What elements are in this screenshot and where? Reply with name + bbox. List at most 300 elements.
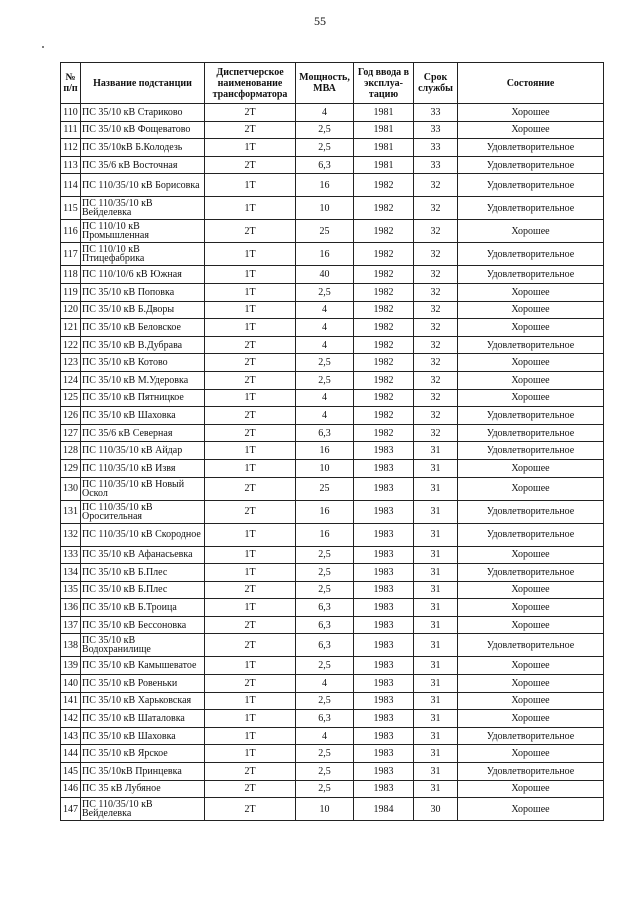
- cell-substation-name: ПС 110/10/6 кВ Южная: [81, 266, 205, 284]
- cell-power: 2,5: [296, 657, 354, 675]
- cell-dispatch-name: 2Т: [205, 156, 296, 174]
- cell-dispatch-name: 2Т: [205, 220, 296, 243]
- table-row: [61, 319, 604, 337]
- cell-power: 16: [296, 174, 354, 197]
- cell-state: Удовлетворительное: [458, 634, 604, 657]
- cell-substation-name: ПС 35/10 кВ Шаховка: [81, 727, 205, 745]
- cell-power: 2,5: [296, 780, 354, 798]
- cell-state: Удовлетворительное: [458, 336, 604, 354]
- cell-service-life: 32: [414, 407, 458, 425]
- cell-substation-name: ПС 35/10 кВ Котово: [81, 354, 205, 372]
- cell-num: 133: [61, 546, 81, 564]
- table-row: [61, 599, 604, 617]
- cell-state: Хорошее: [458, 546, 604, 564]
- cell-service-life: 31: [414, 710, 458, 728]
- cell-state: Хорошее: [458, 220, 604, 243]
- cell-num: 117: [61, 243, 81, 266]
- cell-power: 16: [296, 243, 354, 266]
- cell-substation-name: ПС 110/35/10 кВ Оросительная: [81, 500, 205, 523]
- cell-num: 147: [61, 798, 81, 821]
- cell-power: 10: [296, 798, 354, 821]
- table-row: [61, 763, 604, 781]
- cell-dispatch-name: 1Т: [205, 389, 296, 407]
- cell-service-life: 33: [414, 139, 458, 157]
- cell-substation-name: ПС 110/10 кВ Промышленная: [81, 220, 205, 243]
- cell-service-life: 32: [414, 243, 458, 266]
- cell-dispatch-name: 2Т: [205, 634, 296, 657]
- cell-state: Хорошее: [458, 283, 604, 301]
- cell-substation-name: ПС 35/10 кВ Б.Плес: [81, 581, 205, 599]
- cell-state: Хорошее: [458, 301, 604, 319]
- cell-year: 1982: [354, 389, 414, 407]
- cell-dispatch-name: 2Т: [205, 675, 296, 693]
- cell-year: 1982: [354, 283, 414, 301]
- cell-num: 115: [61, 197, 81, 220]
- table-row: [61, 174, 604, 197]
- cell-dispatch-name: 1Т: [205, 727, 296, 745]
- cell-dispatch-name: 2Т: [205, 798, 296, 821]
- cell-dispatch-name: 1Т: [205, 745, 296, 763]
- cell-year: 1981: [354, 121, 414, 139]
- cell-dispatch-name: 1Т: [205, 266, 296, 284]
- cell-year: 1982: [354, 354, 414, 372]
- cell-power: 4: [296, 104, 354, 122]
- cell-state: Удовлетворительное: [458, 763, 604, 781]
- cell-service-life: 32: [414, 371, 458, 389]
- cell-power: 4: [296, 675, 354, 693]
- cell-substation-name: ПС 35/10 кВ Бессоновка: [81, 616, 205, 634]
- cell-year: 1982: [354, 243, 414, 266]
- table-row: [61, 336, 604, 354]
- cell-power: 25: [296, 477, 354, 500]
- cell-service-life: 31: [414, 500, 458, 523]
- cell-substation-name: ПС 35/10 кВ М.Удеровка: [81, 371, 205, 389]
- cell-power: 4: [296, 407, 354, 425]
- cell-dispatch-name: 1Т: [205, 546, 296, 564]
- cell-year: 1983: [354, 780, 414, 798]
- cell-power: 6,3: [296, 424, 354, 442]
- cell-service-life: 31: [414, 459, 458, 477]
- cell-state: Хорошее: [458, 599, 604, 617]
- table-row: [61, 710, 604, 728]
- cell-year: 1983: [354, 692, 414, 710]
- cell-service-life: 31: [414, 581, 458, 599]
- cell-state: Удовлетворительное: [458, 243, 604, 266]
- cell-state: Хорошее: [458, 459, 604, 477]
- cell-state: Хорошее: [458, 319, 604, 337]
- cell-num: 128: [61, 442, 81, 460]
- cell-year: 1982: [354, 319, 414, 337]
- header-service-life: Срок службы: [414, 63, 458, 104]
- cell-service-life: 32: [414, 424, 458, 442]
- cell-service-life: 32: [414, 220, 458, 243]
- cell-num: 139: [61, 657, 81, 675]
- table-row: [61, 266, 604, 284]
- cell-state: Хорошее: [458, 692, 604, 710]
- cell-state: Удовлетворительное: [458, 500, 604, 523]
- cell-power: 2,5: [296, 371, 354, 389]
- cell-service-life: 30: [414, 798, 458, 821]
- cell-power: 2,5: [296, 581, 354, 599]
- cell-year: 1983: [354, 523, 414, 546]
- header-name: Название подстанции: [81, 63, 205, 104]
- cell-dispatch-name: 2Т: [205, 763, 296, 781]
- cell-power: 6,3: [296, 156, 354, 174]
- cell-year: 1982: [354, 301, 414, 319]
- cell-num: 138: [61, 634, 81, 657]
- cell-substation-name: ПС 35/10 кВ Б.Дворы: [81, 301, 205, 319]
- cell-year: 1983: [354, 745, 414, 763]
- cell-year: 1983: [354, 727, 414, 745]
- header-num: № п/п: [61, 63, 81, 104]
- cell-service-life: 31: [414, 657, 458, 675]
- table-row: [61, 616, 604, 634]
- cell-num: 143: [61, 727, 81, 745]
- table-row: [61, 564, 604, 582]
- table-row: [61, 442, 604, 460]
- cell-state: Удовлетворительное: [458, 139, 604, 157]
- cell-power: 16: [296, 500, 354, 523]
- cell-power: 4: [296, 301, 354, 319]
- cell-dispatch-name: 1Т: [205, 197, 296, 220]
- cell-num: 135: [61, 581, 81, 599]
- cell-num: 130: [61, 477, 81, 500]
- cell-substation-name: ПС 35/10кВ Б.Колодезь: [81, 139, 205, 157]
- cell-service-life: 31: [414, 599, 458, 617]
- cell-dispatch-name: 1Т: [205, 564, 296, 582]
- cell-state: Удовлетворительное: [458, 727, 604, 745]
- cell-substation-name: ПС 35/10 кВ Поповка: [81, 283, 205, 301]
- table-row: [61, 407, 604, 425]
- cell-substation-name: ПС 35 кВ Лубяное: [81, 780, 205, 798]
- cell-service-life: 31: [414, 692, 458, 710]
- cell-state: Хорошее: [458, 657, 604, 675]
- cell-year: 1983: [354, 675, 414, 693]
- cell-dispatch-name: 1Т: [205, 442, 296, 460]
- cell-dispatch-name: 1Т: [205, 174, 296, 197]
- cell-dispatch-name: 1Т: [205, 599, 296, 617]
- cell-year: 1983: [354, 763, 414, 781]
- cell-num: 114: [61, 174, 81, 197]
- cell-year: 1983: [354, 616, 414, 634]
- cell-substation-name: ПС 35/10 кВ Фощеватово: [81, 121, 205, 139]
- cell-num: 120: [61, 301, 81, 319]
- cell-substation-name: ПС 35/10 кВ Шаталовка: [81, 710, 205, 728]
- cell-power: 16: [296, 523, 354, 546]
- cell-num: 126: [61, 407, 81, 425]
- table-row: [61, 220, 604, 243]
- cell-service-life: 31: [414, 634, 458, 657]
- cell-service-life: 33: [414, 121, 458, 139]
- cell-substation-name: ПС 35/10 кВ Водохранилище: [81, 634, 205, 657]
- cell-year: 1983: [354, 546, 414, 564]
- cell-year: 1983: [354, 500, 414, 523]
- cell-num: 131: [61, 500, 81, 523]
- table-row: [61, 104, 604, 122]
- cell-state: Удовлетворительное: [458, 424, 604, 442]
- table-row: [61, 523, 604, 546]
- cell-state: Удовлетворительное: [458, 442, 604, 460]
- cell-service-life: 32: [414, 301, 458, 319]
- cell-substation-name: ПС 35/10 кВ В.Дубрава: [81, 336, 205, 354]
- cell-year: 1982: [354, 424, 414, 442]
- cell-year: 1982: [354, 174, 414, 197]
- table-row: [61, 500, 604, 523]
- cell-service-life: 31: [414, 780, 458, 798]
- header-year: Год ввода в эксплуа-тацию: [354, 63, 414, 104]
- cell-year: 1984: [354, 798, 414, 821]
- cell-service-life: 31: [414, 727, 458, 745]
- cell-num: 140: [61, 675, 81, 693]
- cell-power: 10: [296, 197, 354, 220]
- cell-dispatch-name: 2Т: [205, 780, 296, 798]
- cell-state: Хорошее: [458, 121, 604, 139]
- table-row: [61, 301, 604, 319]
- cell-state: Удовлетворительное: [458, 156, 604, 174]
- table-row: [61, 634, 604, 657]
- cell-num: 110: [61, 104, 81, 122]
- table-row: [61, 798, 604, 821]
- cell-year: 1981: [354, 139, 414, 157]
- cell-year: 1983: [354, 581, 414, 599]
- cell-state: Удовлетворительное: [458, 266, 604, 284]
- cell-service-life: 32: [414, 354, 458, 372]
- cell-power: 2,5: [296, 692, 354, 710]
- cell-substation-name: ПС 35/10 кВ Б.Плес: [81, 564, 205, 582]
- cell-state: Хорошее: [458, 389, 604, 407]
- table-row: [61, 121, 604, 139]
- cell-dispatch-name: 2Т: [205, 616, 296, 634]
- cell-num: 137: [61, 616, 81, 634]
- cell-dispatch-name: 2Т: [205, 371, 296, 389]
- cell-power: 2,5: [296, 546, 354, 564]
- cell-power: 10: [296, 459, 354, 477]
- cell-dispatch-name: 1Т: [205, 710, 296, 728]
- cell-num: 142: [61, 710, 81, 728]
- cell-dispatch-name: 2Т: [205, 354, 296, 372]
- table-row: [61, 546, 604, 564]
- cell-dispatch-name: 2Т: [205, 424, 296, 442]
- page-number: 55: [314, 14, 326, 28]
- cell-dispatch-name: 2Т: [205, 500, 296, 523]
- cell-power: 40: [296, 266, 354, 284]
- cell-num: 134: [61, 564, 81, 582]
- cell-state: Удовлетворительное: [458, 523, 604, 546]
- cell-substation-name: ПС 110/35/10 кВ Вейделевка: [81, 798, 205, 821]
- cell-substation-name: ПС 35/6 кВ Восточная: [81, 156, 205, 174]
- cell-power: 2,5: [296, 283, 354, 301]
- table-row: [61, 243, 604, 266]
- cell-dispatch-name: 1Т: [205, 301, 296, 319]
- cell-num: 145: [61, 763, 81, 781]
- table-header-row: [61, 63, 604, 104]
- cell-state: Удовлетворительное: [458, 174, 604, 197]
- table-row: [61, 780, 604, 798]
- cell-substation-name: ПС 35/10 кВ Ровеньки: [81, 675, 205, 693]
- cell-power: 6,3: [296, 616, 354, 634]
- header-dispatch: Диспетчерское наименование трансформатора: [205, 63, 296, 104]
- cell-state: Хорошее: [458, 371, 604, 389]
- cell-state: Удовлетворительное: [458, 197, 604, 220]
- cell-state: Удовлетворительное: [458, 564, 604, 582]
- cell-year: 1983: [354, 599, 414, 617]
- cell-power: 6,3: [296, 599, 354, 617]
- table-row: [61, 477, 604, 500]
- cell-service-life: 31: [414, 616, 458, 634]
- cell-service-life: 31: [414, 564, 458, 582]
- cell-power: 2,5: [296, 139, 354, 157]
- cell-year: 1983: [354, 710, 414, 728]
- cell-num: 141: [61, 692, 81, 710]
- cell-service-life: 32: [414, 266, 458, 284]
- table-row: [61, 424, 604, 442]
- cell-state: Хорошее: [458, 354, 604, 372]
- cell-num: 132: [61, 523, 81, 546]
- cell-power: 4: [296, 389, 354, 407]
- cell-num: 119: [61, 283, 81, 301]
- cell-power: 4: [296, 319, 354, 337]
- cell-service-life: 33: [414, 156, 458, 174]
- cell-num: 118: [61, 266, 81, 284]
- cell-num: 123: [61, 354, 81, 372]
- cell-dispatch-name: 2Т: [205, 121, 296, 139]
- cell-substation-name: ПС 35/10кВ Принцевка: [81, 763, 205, 781]
- cell-dispatch-name: 1Т: [205, 657, 296, 675]
- cell-year: 1982: [354, 266, 414, 284]
- cell-num: 144: [61, 745, 81, 763]
- cell-num: 146: [61, 780, 81, 798]
- cell-power: 2,5: [296, 354, 354, 372]
- cell-power: 6,3: [296, 634, 354, 657]
- cell-year: 1983: [354, 634, 414, 657]
- cell-dispatch-name: 2Т: [205, 477, 296, 500]
- cell-year: 1983: [354, 477, 414, 500]
- cell-power: 2,5: [296, 763, 354, 781]
- cell-dispatch-name: 1Т: [205, 139, 296, 157]
- table-row: [61, 197, 604, 220]
- table-row: [61, 727, 604, 745]
- cell-state: Хорошее: [458, 780, 604, 798]
- cell-service-life: 31: [414, 763, 458, 781]
- cell-power: 4: [296, 336, 354, 354]
- table-row: [61, 156, 604, 174]
- cell-dispatch-name: 1Т: [205, 523, 296, 546]
- cell-service-life: 33: [414, 104, 458, 122]
- cell-num: 122: [61, 336, 81, 354]
- cell-service-life: 31: [414, 675, 458, 693]
- cell-year: 1982: [354, 220, 414, 243]
- cell-state: Хорошее: [458, 710, 604, 728]
- cell-substation-name: ПС 110/35/10 кВ Извя: [81, 459, 205, 477]
- cell-dispatch-name: 1Т: [205, 319, 296, 337]
- cell-substation-name: ПС 35/10 кВ Харьковская: [81, 692, 205, 710]
- cell-substation-name: ПС 110/35/10 кВ Вейделевка: [81, 197, 205, 220]
- cell-num: 116: [61, 220, 81, 243]
- cell-state: Хорошее: [458, 675, 604, 693]
- cell-power: 2,5: [296, 121, 354, 139]
- cell-dispatch-name: 1Т: [205, 243, 296, 266]
- table-row: [61, 692, 604, 710]
- cell-service-life: 31: [414, 745, 458, 763]
- header-state: Состояние: [458, 63, 604, 104]
- cell-year: 1981: [354, 156, 414, 174]
- cell-state: Хорошее: [458, 104, 604, 122]
- cell-year: 1982: [354, 407, 414, 425]
- table-row: [61, 745, 604, 763]
- cell-substation-name: ПС 110/35/10 кВ Новый Оскол: [81, 477, 205, 500]
- cell-power: 16: [296, 442, 354, 460]
- cell-dispatch-name: 2Т: [205, 581, 296, 599]
- cell-num: 124: [61, 371, 81, 389]
- cell-substation-name: ПС 35/10 кВ Афанасьевка: [81, 546, 205, 564]
- table-row: [61, 139, 604, 157]
- cell-service-life: 31: [414, 477, 458, 500]
- cell-year: 1981: [354, 104, 414, 122]
- cell-year: 1983: [354, 657, 414, 675]
- cell-power: 4: [296, 727, 354, 745]
- cell-num: 121: [61, 319, 81, 337]
- table-body: [61, 104, 604, 821]
- table-row: [61, 459, 604, 477]
- cell-substation-name: ПС 110/35/10 кВ Скородное: [81, 523, 205, 546]
- cell-service-life: 32: [414, 389, 458, 407]
- cell-substation-name: ПС 110/35/10 кВ Борисовка: [81, 174, 205, 197]
- cell-num: 112: [61, 139, 81, 157]
- cell-num: 136: [61, 599, 81, 617]
- cell-num: 129: [61, 459, 81, 477]
- cell-substation-name: ПС 35/6 кВ Северная: [81, 424, 205, 442]
- cell-state: Хорошее: [458, 581, 604, 599]
- cell-substation-name: ПС 35/10 кВ Беловское: [81, 319, 205, 337]
- cell-year: 1983: [354, 564, 414, 582]
- table-row: [61, 657, 604, 675]
- cell-state: Хорошее: [458, 616, 604, 634]
- cell-state: Хорошее: [458, 745, 604, 763]
- cell-substation-name: ПС 35/10 кВ Б.Троица: [81, 599, 205, 617]
- cell-year: 1982: [354, 336, 414, 354]
- header-power: Мощность, МВА: [296, 63, 354, 104]
- cell-power: 2,5: [296, 564, 354, 582]
- cell-state: Хорошее: [458, 477, 604, 500]
- cell-dispatch-name: 2Т: [205, 407, 296, 425]
- cell-power: 6,3: [296, 710, 354, 728]
- cell-service-life: 32: [414, 319, 458, 337]
- table-row: [61, 675, 604, 693]
- cell-state: Удовлетворительное: [458, 407, 604, 425]
- cell-num: 127: [61, 424, 81, 442]
- cell-substation-name: ПС 35/10 кВ Ярское: [81, 745, 205, 763]
- cell-year: 1983: [354, 442, 414, 460]
- cell-service-life: 32: [414, 174, 458, 197]
- cell-year: 1983: [354, 459, 414, 477]
- table-row: [61, 371, 604, 389]
- cell-substation-name: ПС 35/10 кВ Стариково: [81, 104, 205, 122]
- cell-year: 1982: [354, 371, 414, 389]
- cell-num: 113: [61, 156, 81, 174]
- cell-dispatch-name: 1Т: [205, 459, 296, 477]
- cell-num: 125: [61, 389, 81, 407]
- cell-service-life: 31: [414, 546, 458, 564]
- cell-dispatch-name: 2Т: [205, 104, 296, 122]
- cell-dispatch-name: 2Т: [205, 336, 296, 354]
- cell-substation-name: ПС 110/35/10 кВ Айдар: [81, 442, 205, 460]
- table-row: [61, 283, 604, 301]
- cell-dispatch-name: 1Т: [205, 692, 296, 710]
- cell-power: 2,5: [296, 745, 354, 763]
- cell-substation-name: ПС 35/10 кВ Шаховка: [81, 407, 205, 425]
- cell-service-life: 32: [414, 197, 458, 220]
- cell-service-life: 32: [414, 283, 458, 301]
